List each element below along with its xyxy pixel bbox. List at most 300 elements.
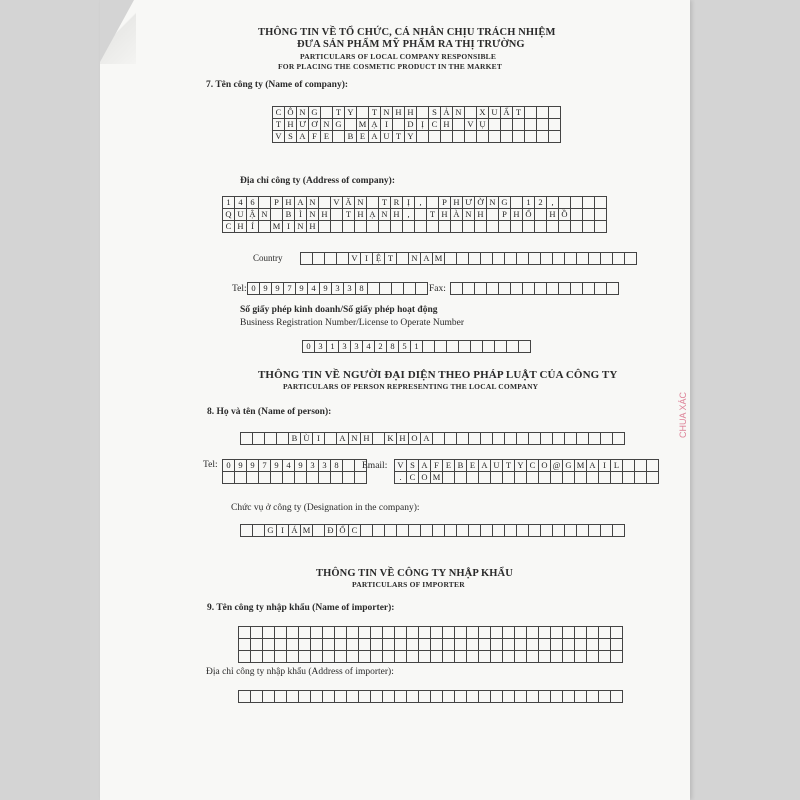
char-box[interactable]: , <box>415 197 427 209</box>
char-box[interactable] <box>513 131 525 143</box>
char-box[interactable]: I <box>283 221 295 233</box>
char-box[interactable] <box>275 651 287 663</box>
char-box[interactable] <box>535 221 547 233</box>
char-box[interactable] <box>491 627 503 639</box>
char-box[interactable] <box>299 691 311 703</box>
importer-name-grid[interactable] <box>238 626 623 663</box>
char-box[interactable]: 8 <box>356 283 368 295</box>
char-box[interactable] <box>563 639 575 651</box>
char-box[interactable] <box>397 253 409 265</box>
char-box[interactable] <box>487 283 499 295</box>
importer-address-grid[interactable] <box>238 690 623 703</box>
char-box[interactable] <box>529 253 541 265</box>
char-box[interactable] <box>407 651 419 663</box>
char-box[interactable]: Y <box>345 107 357 119</box>
char-box[interactable] <box>523 221 535 233</box>
char-box[interactable] <box>263 639 275 651</box>
char-box[interactable]: B <box>455 460 467 472</box>
char-box[interactable] <box>295 472 307 484</box>
char-box[interactable]: H <box>441 119 453 131</box>
char-box[interactable] <box>241 525 253 537</box>
char-box[interactable] <box>275 691 287 703</box>
company-address-grid[interactable] <box>222 196 607 233</box>
char-box[interactable] <box>491 639 503 651</box>
char-box[interactable] <box>541 253 553 265</box>
char-box[interactable]: T <box>503 460 515 472</box>
char-box[interactable] <box>539 651 551 663</box>
char-box[interactable] <box>583 209 595 221</box>
char-box[interactable]: N <box>355 197 367 209</box>
char-box[interactable] <box>465 131 477 143</box>
char-box[interactable] <box>307 472 319 484</box>
char-box[interactable] <box>539 627 551 639</box>
char-box[interactable]: P <box>271 197 283 209</box>
char-box[interactable] <box>487 221 499 233</box>
char-box[interactable]: Ơ <box>309 119 321 131</box>
char-box[interactable] <box>391 221 403 233</box>
char-box[interactable] <box>551 627 563 639</box>
char-box[interactable] <box>587 472 599 484</box>
char-box[interactable]: Ị <box>403 197 415 209</box>
char-box[interactable] <box>275 627 287 639</box>
char-box[interactable] <box>575 651 587 663</box>
char-box[interactable] <box>323 691 335 703</box>
char-box[interactable]: , <box>403 209 415 221</box>
char-box[interactable]: Ô <box>285 107 297 119</box>
char-box[interactable] <box>499 221 511 233</box>
char-box[interactable] <box>443 691 455 703</box>
char-box[interactable]: Y <box>515 460 527 472</box>
char-box[interactable] <box>463 283 475 295</box>
char-box[interactable] <box>287 627 299 639</box>
char-box[interactable] <box>311 627 323 639</box>
char-box[interactable] <box>575 639 587 651</box>
char-box[interactable] <box>527 472 539 484</box>
char-box[interactable] <box>455 651 467 663</box>
char-box[interactable]: 0 <box>223 460 235 472</box>
char-box[interactable] <box>263 627 275 639</box>
char-box[interactable] <box>551 472 563 484</box>
char-box[interactable]: 1 <box>327 341 339 353</box>
char-box[interactable] <box>483 341 495 353</box>
char-box[interactable]: O <box>419 472 431 484</box>
char-box[interactable] <box>325 433 337 445</box>
char-box[interactable] <box>347 639 359 651</box>
char-box[interactable]: P <box>499 209 511 221</box>
char-box[interactable] <box>467 691 479 703</box>
char-box[interactable]: H <box>361 433 373 445</box>
char-box[interactable]: Ậ <box>247 209 259 221</box>
char-box[interactable] <box>383 639 395 651</box>
char-box[interactable]: M <box>301 525 313 537</box>
char-box[interactable]: I <box>599 460 611 472</box>
char-box[interactable] <box>383 691 395 703</box>
char-box[interactable] <box>415 221 427 233</box>
char-box[interactable]: A <box>421 253 433 265</box>
char-box[interactable]: N <box>297 107 309 119</box>
char-box[interactable]: 3 <box>344 283 356 295</box>
char-box[interactable]: E <box>467 460 479 472</box>
char-box[interactable] <box>611 472 623 484</box>
char-box[interactable] <box>299 639 311 651</box>
char-box[interactable] <box>251 651 263 663</box>
char-box[interactable] <box>595 197 607 209</box>
char-box[interactable] <box>321 107 333 119</box>
char-box[interactable]: H <box>391 209 403 221</box>
char-box[interactable]: Ị <box>417 119 429 131</box>
char-box[interactable] <box>259 197 271 209</box>
char-box[interactable] <box>367 221 379 233</box>
char-box[interactable]: 9 <box>320 283 332 295</box>
char-box[interactable] <box>263 691 275 703</box>
char-box[interactable]: Q <box>223 209 235 221</box>
char-box[interactable] <box>553 433 565 445</box>
char-box[interactable]: G <box>499 197 511 209</box>
char-box[interactable] <box>583 221 595 233</box>
char-box[interactable] <box>441 131 453 143</box>
char-box[interactable] <box>359 651 371 663</box>
char-box[interactable]: Á <box>289 525 301 537</box>
char-box[interactable]: Ă <box>343 197 355 209</box>
char-box[interactable] <box>613 525 625 537</box>
char-box[interactable] <box>311 651 323 663</box>
char-box[interactable] <box>505 525 517 537</box>
char-box[interactable] <box>301 253 313 265</box>
char-box[interactable]: Ồ <box>559 209 571 221</box>
char-box[interactable]: T <box>427 209 439 221</box>
char-box[interactable]: 1 <box>411 341 423 353</box>
char-box[interactable] <box>335 627 347 639</box>
char-box[interactable] <box>571 209 583 221</box>
char-box[interactable] <box>507 341 519 353</box>
char-box[interactable]: Ụ <box>477 119 489 131</box>
char-box[interactable] <box>251 691 263 703</box>
char-box[interactable] <box>553 525 565 537</box>
char-box[interactable] <box>335 651 347 663</box>
char-box[interactable]: U <box>491 460 503 472</box>
char-box[interactable] <box>407 627 419 639</box>
char-box[interactable] <box>539 472 551 484</box>
char-box[interactable] <box>611 627 623 639</box>
char-box[interactable]: 3 <box>351 341 363 353</box>
char-box[interactable] <box>253 525 265 537</box>
char-box[interactable] <box>383 627 395 639</box>
char-box[interactable] <box>323 639 335 651</box>
char-box[interactable] <box>455 627 467 639</box>
char-box[interactable] <box>251 627 263 639</box>
char-box[interactable]: V <box>273 131 285 143</box>
char-box[interactable]: 4 <box>363 341 375 353</box>
char-box[interactable] <box>601 253 613 265</box>
char-box[interactable] <box>323 627 335 639</box>
char-box[interactable]: 9 <box>295 460 307 472</box>
char-box[interactable]: E <box>443 460 455 472</box>
char-box[interactable] <box>355 221 367 233</box>
char-box[interactable]: 9 <box>247 460 259 472</box>
char-box[interactable]: @ <box>551 460 563 472</box>
char-box[interactable] <box>337 253 349 265</box>
char-box[interactable] <box>647 472 659 484</box>
char-box[interactable] <box>423 341 435 353</box>
char-box[interactable] <box>511 283 523 295</box>
char-box[interactable] <box>549 107 561 119</box>
char-box[interactable] <box>575 627 587 639</box>
char-box[interactable] <box>333 131 345 143</box>
char-box[interactable] <box>431 627 443 639</box>
char-box[interactable] <box>239 627 251 639</box>
char-box[interactable]: N <box>381 107 393 119</box>
char-box[interactable] <box>443 627 455 639</box>
char-box[interactable] <box>427 197 439 209</box>
char-box[interactable] <box>403 221 415 233</box>
char-box[interactable] <box>475 283 487 295</box>
char-box[interactable]: T <box>343 209 355 221</box>
char-box[interactable] <box>541 525 553 537</box>
char-box[interactable] <box>335 639 347 651</box>
char-box[interactable] <box>251 639 263 651</box>
char-box[interactable] <box>287 691 299 703</box>
char-box[interactable] <box>335 691 347 703</box>
char-box[interactable]: 4 <box>283 460 295 472</box>
char-box[interactable]: N <box>463 209 475 221</box>
person-name-grid[interactable] <box>240 432 625 445</box>
char-box[interactable]: H <box>451 197 463 209</box>
char-box[interactable] <box>539 691 551 703</box>
char-box[interactable] <box>501 131 513 143</box>
char-box[interactable] <box>383 651 395 663</box>
char-box[interactable] <box>635 460 647 472</box>
char-box[interactable] <box>515 627 527 639</box>
char-box[interactable] <box>395 627 407 639</box>
company-tel-grid[interactable] <box>247 282 428 295</box>
char-box[interactable]: D <box>405 119 417 131</box>
char-box[interactable]: 6 <box>247 197 259 209</box>
char-box[interactable] <box>455 691 467 703</box>
char-box[interactable] <box>319 472 331 484</box>
char-box[interactable]: N <box>259 209 271 221</box>
char-box[interactable] <box>323 651 335 663</box>
char-box[interactable]: C <box>273 107 285 119</box>
char-box[interactable]: S <box>429 107 441 119</box>
char-box[interactable] <box>467 472 479 484</box>
char-box[interactable]: C <box>223 221 235 233</box>
char-box[interactable]: 3 <box>332 283 344 295</box>
char-box[interactable]: 1 <box>523 197 535 209</box>
char-box[interactable]: F <box>309 131 321 143</box>
char-box[interactable] <box>503 691 515 703</box>
char-box[interactable]: X <box>477 107 489 119</box>
char-box[interactable] <box>559 283 571 295</box>
char-box[interactable] <box>479 472 491 484</box>
char-box[interactable] <box>575 472 587 484</box>
char-box[interactable]: R <box>391 197 403 209</box>
char-box[interactable] <box>515 472 527 484</box>
char-box[interactable]: H <box>285 119 297 131</box>
char-box[interactable] <box>359 627 371 639</box>
char-box[interactable] <box>313 253 325 265</box>
char-box[interactable] <box>495 341 507 353</box>
char-box[interactable] <box>421 525 433 537</box>
char-box[interactable] <box>419 691 431 703</box>
char-box[interactable] <box>431 639 443 651</box>
char-box[interactable] <box>491 691 503 703</box>
license-number-grid[interactable] <box>302 340 531 353</box>
char-box[interactable] <box>565 433 577 445</box>
company-fax-grid[interactable] <box>450 282 619 295</box>
char-box[interactable] <box>477 131 489 143</box>
char-box[interactable] <box>265 433 277 445</box>
char-box[interactable] <box>409 525 421 537</box>
char-box[interactable] <box>367 197 379 209</box>
char-box[interactable]: 8 <box>331 460 343 472</box>
char-box[interactable] <box>385 525 397 537</box>
char-box[interactable] <box>587 691 599 703</box>
char-box[interactable] <box>343 221 355 233</box>
char-box[interactable] <box>587 639 599 651</box>
char-box[interactable]: N <box>295 221 307 233</box>
char-box[interactable] <box>527 627 539 639</box>
char-box[interactable]: N <box>379 209 391 221</box>
char-box[interactable] <box>325 253 337 265</box>
char-box[interactable] <box>283 472 295 484</box>
char-box[interactable] <box>465 107 477 119</box>
char-box[interactable] <box>239 639 251 651</box>
char-box[interactable] <box>479 691 491 703</box>
char-box[interactable]: H <box>475 209 487 221</box>
char-box[interactable]: 9 <box>260 283 272 295</box>
char-box[interactable] <box>373 525 385 537</box>
char-box[interactable] <box>439 221 451 233</box>
char-box[interactable] <box>311 691 323 703</box>
char-box[interactable] <box>571 283 583 295</box>
char-box[interactable] <box>331 209 343 221</box>
char-box[interactable]: Í <box>247 221 259 233</box>
char-box[interactable] <box>577 525 589 537</box>
char-box[interactable]: N <box>487 197 499 209</box>
char-box[interactable] <box>475 221 487 233</box>
char-box[interactable] <box>527 651 539 663</box>
char-box[interactable] <box>343 472 355 484</box>
char-box[interactable] <box>467 627 479 639</box>
char-box[interactable] <box>511 221 523 233</box>
char-box[interactable] <box>613 433 625 445</box>
char-box[interactable] <box>457 433 469 445</box>
char-box[interactable] <box>595 221 607 233</box>
char-box[interactable]: G <box>333 119 345 131</box>
char-box[interactable] <box>357 107 369 119</box>
char-box[interactable] <box>443 651 455 663</box>
char-box[interactable] <box>515 639 527 651</box>
char-box[interactable] <box>429 131 441 143</box>
char-box[interactable] <box>599 639 611 651</box>
char-box[interactable]: H <box>511 209 523 221</box>
char-box[interactable] <box>529 433 541 445</box>
char-box[interactable]: M <box>271 221 283 233</box>
char-box[interactable] <box>271 209 283 221</box>
char-box[interactable] <box>537 131 549 143</box>
char-box[interactable] <box>319 221 331 233</box>
company-name-grid[interactable] <box>272 106 561 143</box>
char-box[interactable] <box>275 639 287 651</box>
char-box[interactable]: T <box>379 197 391 209</box>
char-box[interactable] <box>563 691 575 703</box>
char-box[interactable] <box>463 221 475 233</box>
char-box[interactable] <box>535 209 547 221</box>
char-box[interactable] <box>371 627 383 639</box>
char-box[interactable]: 3 <box>339 341 351 353</box>
char-box[interactable]: 9 <box>271 460 283 472</box>
char-box[interactable] <box>443 472 455 484</box>
char-box[interactable] <box>487 209 499 221</box>
char-box[interactable] <box>467 639 479 651</box>
char-box[interactable]: À <box>451 209 463 221</box>
char-box[interactable] <box>549 119 561 131</box>
char-box[interactable]: U <box>381 131 393 143</box>
char-box[interactable]: T <box>369 107 381 119</box>
char-box[interactable]: M <box>431 472 443 484</box>
char-box[interactable] <box>469 253 481 265</box>
char-box[interactable] <box>469 433 481 445</box>
char-box[interactable] <box>395 691 407 703</box>
char-box[interactable]: I <box>361 253 373 265</box>
char-box[interactable] <box>541 433 553 445</box>
char-box[interactable] <box>319 197 331 209</box>
char-box[interactable] <box>433 433 445 445</box>
char-box[interactable] <box>311 639 323 651</box>
char-box[interactable]: Ì <box>295 209 307 221</box>
char-box[interactable]: A <box>479 460 491 472</box>
char-box[interactable]: 4 <box>235 197 247 209</box>
char-box[interactable]: E <box>357 131 369 143</box>
char-box[interactable]: A <box>369 131 381 143</box>
char-box[interactable] <box>471 341 483 353</box>
char-box[interactable] <box>451 283 463 295</box>
char-box[interactable]: C <box>527 460 539 472</box>
char-box[interactable]: Ấ <box>501 107 513 119</box>
char-box[interactable] <box>599 627 611 639</box>
char-box[interactable] <box>271 472 283 484</box>
char-box[interactable] <box>595 283 607 295</box>
person-email-grid[interactable] <box>394 459 659 484</box>
char-box[interactable] <box>559 197 571 209</box>
char-box[interactable] <box>503 472 515 484</box>
char-box[interactable] <box>549 131 561 143</box>
char-box[interactable]: I <box>381 119 393 131</box>
char-box[interactable] <box>527 639 539 651</box>
char-box[interactable]: 1 <box>223 197 235 209</box>
char-box[interactable] <box>525 131 537 143</box>
char-box[interactable] <box>511 197 523 209</box>
char-box[interactable] <box>599 691 611 703</box>
char-box[interactable] <box>499 283 511 295</box>
char-box[interactable] <box>392 283 404 295</box>
char-box[interactable] <box>277 433 289 445</box>
char-box[interactable] <box>503 639 515 651</box>
char-box[interactable] <box>247 472 259 484</box>
char-box[interactable] <box>299 627 311 639</box>
char-box[interactable] <box>501 119 513 131</box>
char-box[interactable]: I <box>277 525 289 537</box>
char-box[interactable]: B <box>283 209 295 221</box>
char-box[interactable] <box>239 651 251 663</box>
char-box[interactable] <box>553 253 565 265</box>
char-box[interactable]: 3 <box>315 341 327 353</box>
char-box[interactable] <box>445 253 457 265</box>
char-box[interactable]: A <box>419 460 431 472</box>
char-box[interactable]: C <box>349 525 361 537</box>
char-box[interactable]: H <box>439 209 451 221</box>
char-box[interactable]: Y <box>405 131 417 143</box>
